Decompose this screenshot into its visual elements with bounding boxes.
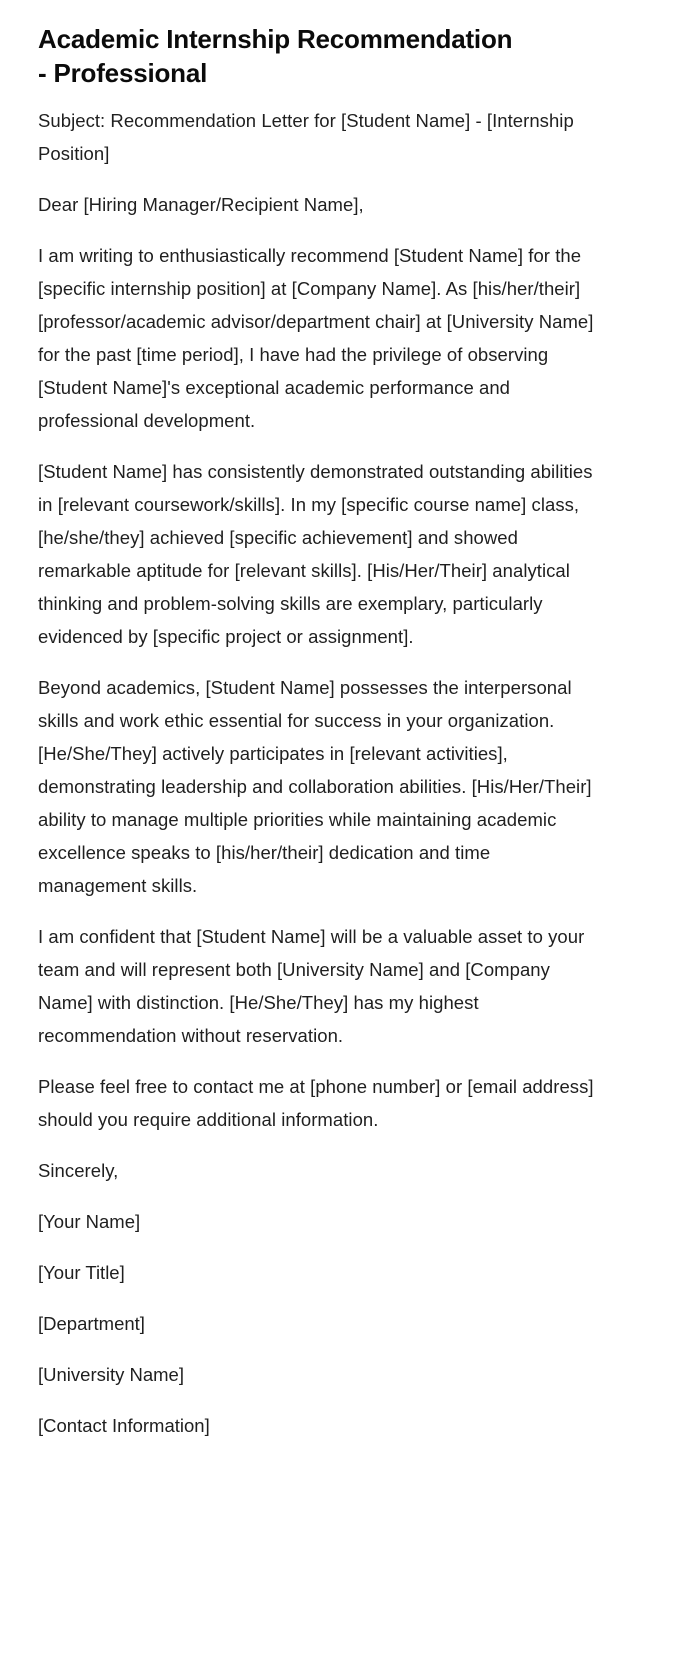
signature-your-title: [Your Title] <box>38 1262 125 1283</box>
body-paragraph-5: Please feel free to contact me at [phone number] or [email address] should you require additional information. <box>38 1076 594 1130</box>
signature-department: [Department] <box>38 1313 145 1334</box>
salutation: Dear [Hiring Manager/Recipient Name], <box>38 194 364 215</box>
body-paragraph-3: Beyond academics, [Student Name] possesses the interpersonal skills and work ethic essential for success in your organization. [He/She/They] actively participates in [relevant activities], demonstrating leadership and collaboration abilities. [His/Her/Their] ability to manage multiple priorities while maintaining academic excellence speaks to [his/her/their] dedication and time management skills. <box>38 677 592 896</box>
body-paragraph-1: I am writing to enthusiastically recommend [Student Name] for the [specific internship position] at [Company Name]. As [his/her/their] [professor/academic advisor/department chair] at [University Name] for the past [time period], I have had the privilege of observing [Student Name]'s exceptional academic performance and professional development. <box>38 245 594 431</box>
body-paragraph-2: [Student Name] has consistently demonstrated outstanding abilities in [relevant coursework/skills]. In my [specific course name] class, [he/she/they] achieved [specific achievement] and showed remarkable aptitude for [relevant skills]. [His/Her/Their] analytical thinking and problem-solving skills are exemplary, particularly evidenced by [specific project or assignment]. <box>38 461 593 647</box>
closing-salutation: Sincerely, <box>38 1160 119 1181</box>
signature-block <box>38 1205 600 1442</box>
signature-university-name: [University Name] <box>38 1364 184 1385</box>
page-title: Academic Internship Recommendation - Professional <box>38 24 513 88</box>
signature-your-name: [Your Name] <box>38 1211 141 1232</box>
signature-contact-information: [Contact Information] <box>38 1415 210 1436</box>
subject-line: Subject: Recommendation Letter for [Student Name] - [Internship Position] <box>38 110 574 164</box>
body-paragraph-4: I am confident that [Student Name] will be a valuable asset to your team and will represent both [University Name] and [Company Name] with distinction. [He/She/They] has my highest recommendation without reservation. <box>38 926 585 1046</box>
